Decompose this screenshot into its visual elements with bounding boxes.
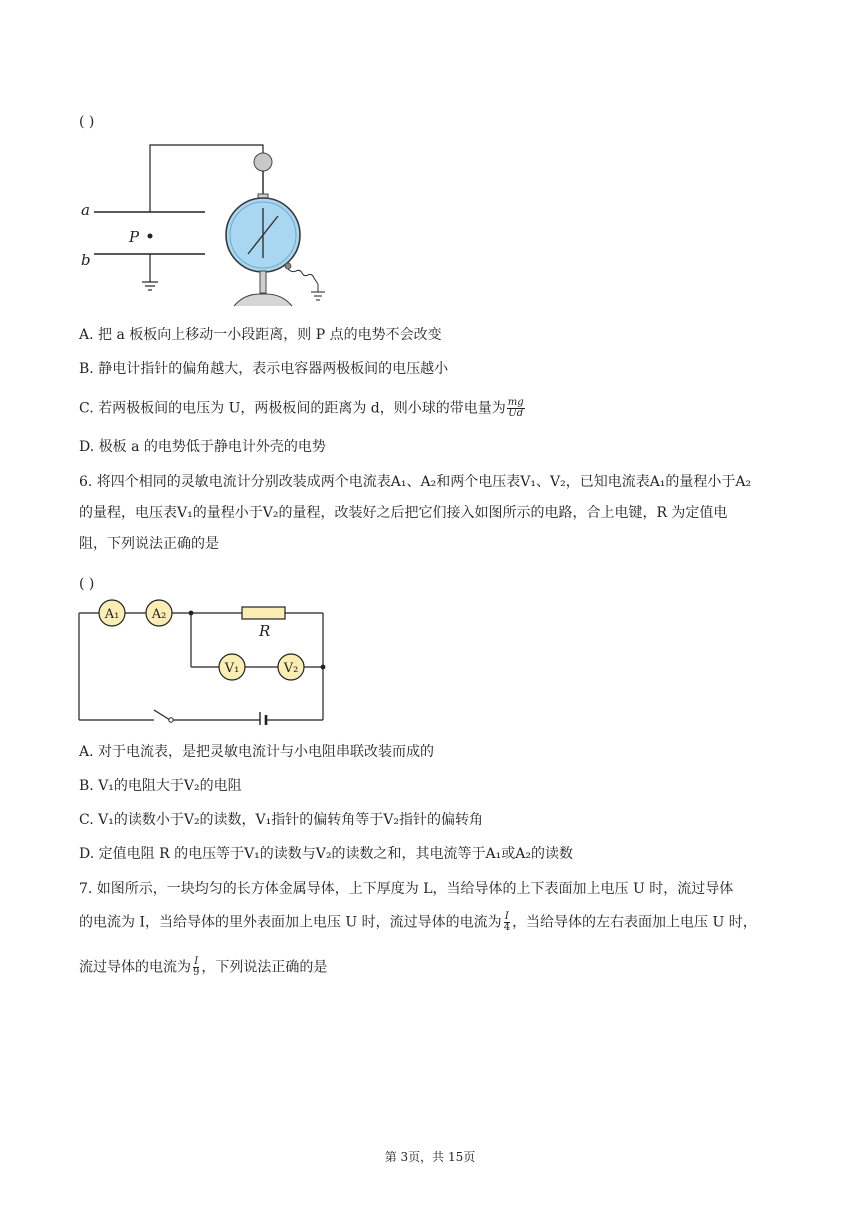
voltmeter-v2-label: V₂: [283, 661, 299, 676]
q7-fraction-2-denominator: 9: [193, 967, 200, 978]
q6-stem-line-3: 阻，下列说法正确的是: [79, 536, 219, 552]
q5-option-b: B. 静电计指针的偏角越大，表示电容器两极板间的电压越小: [79, 361, 449, 377]
q6-option-a: A. 对于电流表，是把灵敏电流计与小电阻串联改装而成的: [79, 744, 435, 760]
q6-stem-line-2: 的量程，电压表V₁的量程小于V₂的量程，改装好之后把它们接入如图所示的电路，合上电键，R 为定值电: [79, 505, 728, 521]
circuit-figure: [74, 597, 332, 725]
point-p-label: P: [129, 228, 140, 246]
q6-answer-bracket: ( ): [79, 576, 95, 592]
q7-fraction-i-over-4: [503, 912, 511, 933]
q7-stem-line-3-suffix: ，下列说法正确的是: [201, 959, 328, 976]
plate-a-label: a: [81, 201, 90, 219]
ammeter-a2-label: A₂: [151, 607, 167, 622]
q7-stem-line-2: [79, 912, 757, 933]
q5-option-c-text: C. 若两极板间的电压为 U，两极板间的距离为 d，则小球的带电量为: [79, 400, 506, 417]
q7-fraction-2-numerator: I: [194, 956, 199, 967]
q6-stem-line-1: 6. 将四个相同的灵敏电流计分别改装成两个电流表A₁、A₂和两个电压表V₁、V₂，已知电流表A₁的量程小于A₂: [79, 474, 752, 490]
q5-option-c-numerator: mg: [507, 397, 524, 408]
q7-stem-line-1: 7. 如图所示，一块均匀的长方体金属导体，上下厚度为 L，当给导体的上下表面加上电压 U 时，流过导体: [79, 881, 734, 897]
ammeter-a1-label: A₁: [104, 607, 120, 622]
plate-b-label: b: [81, 251, 91, 269]
q7-stem-line-3: [79, 957, 327, 978]
q7-fraction-i-over-9: [192, 957, 200, 978]
q6-stem: [79, 467, 783, 560]
q5-option-a: A. 把 a 板板向上移动一小段距离，则 P 点的电势不会改变: [79, 327, 442, 343]
resistor-r-label: R: [259, 622, 271, 640]
point-p-dot: [148, 234, 153, 239]
q5-option-c-denominator: Ud: [508, 408, 524, 419]
capacitor-electroscope-figure: [74, 140, 344, 312]
q6-option-b: B. V₁的电阻大于V₂的电阻: [79, 778, 242, 794]
q5-option-c-fraction: [507, 398, 525, 419]
voltmeter-v1-label: V₁: [224, 661, 240, 676]
resistor-r: [242, 607, 285, 619]
q5-answer-bracket: ( ): [79, 114, 95, 130]
q7-stem-line-3-text: 流过导体的电流为: [79, 959, 191, 976]
q6-option-c: C. V₁的读数小于V₂的读数，V₁指针的偏转角等于V₂指针的偏转角: [79, 812, 484, 828]
q7-stem-line-2-suffix: ，当给导体的左右表面加上电压 U 时，: [512, 914, 757, 931]
page-footer: 第 3页，共 15页: [384, 1150, 476, 1164]
q5-option-d: D. 极板 a 的电势低于静电计外壳的电势: [79, 439, 326, 455]
q5-option-c: [79, 398, 526, 419]
q7-fraction-1-numerator: I: [504, 911, 509, 922]
q7-fraction-1-denominator: 4: [503, 922, 511, 933]
q7-stem-line-2-text: 的电流为 I，当给导体的里外表面加上电压 U 时，流过导体的电流为: [79, 914, 502, 931]
q6-option-d: D. 定值电阻 R 的电压等于V₁的读数与V₂的读数之和，其电流等于A₁或A₂的读数: [79, 846, 573, 862]
